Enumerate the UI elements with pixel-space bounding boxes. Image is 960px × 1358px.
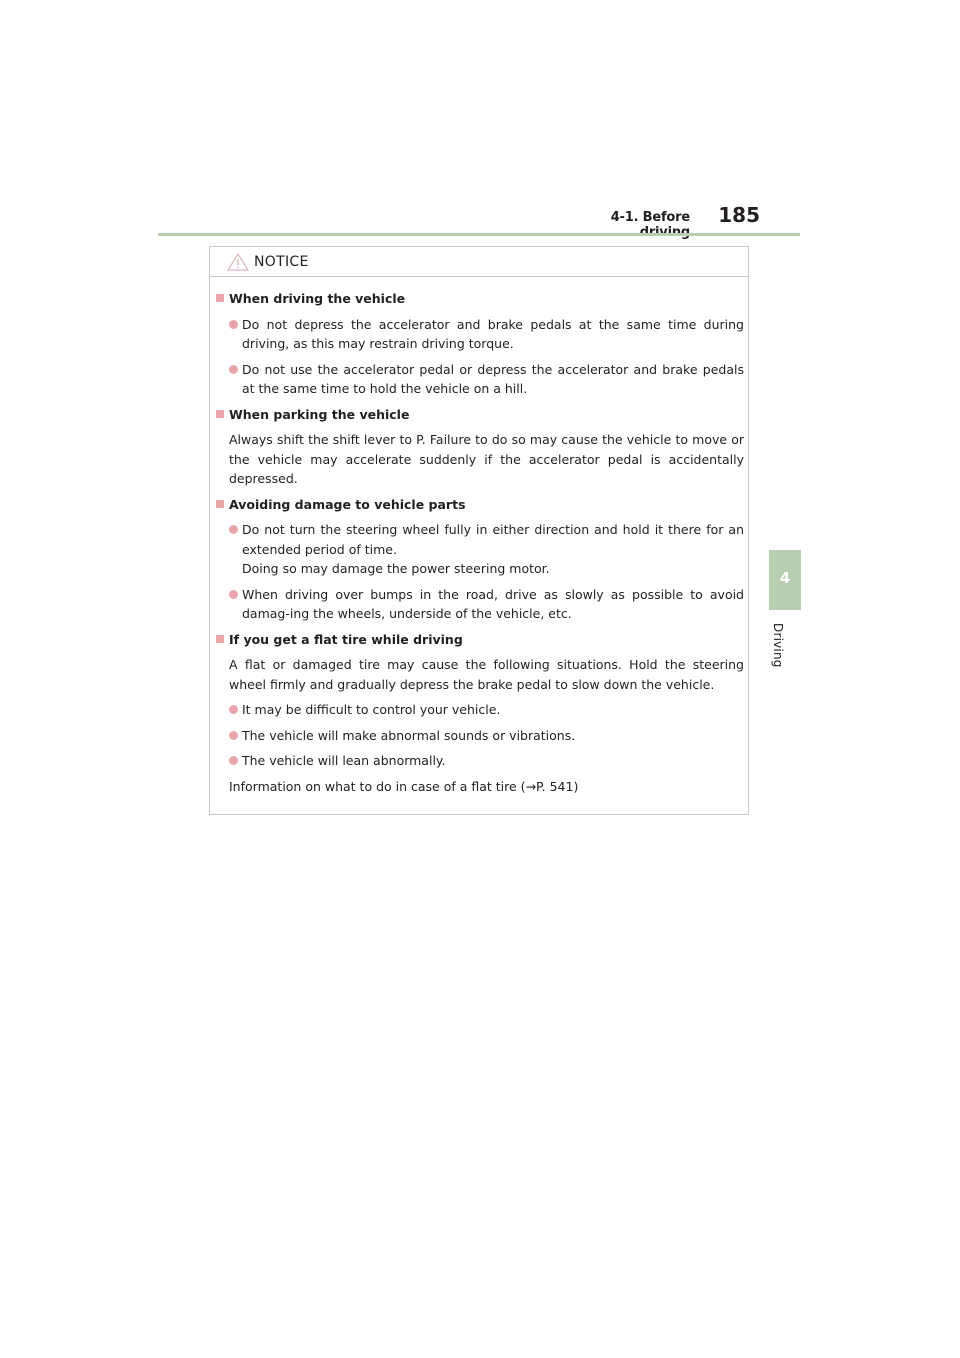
section-heading-text: When parking the vehicle <box>229 406 410 422</box>
round-bullet-icon <box>229 731 238 740</box>
section-title: 4-1. Before <box>610 210 690 225</box>
notice-title: NOTICE <box>254 254 309 270</box>
round-bullet-icon <box>229 525 238 534</box>
round-bullet-icon <box>229 705 238 714</box>
page-number: 185 <box>718 203 760 227</box>
section-heading <box>216 405 744 425</box>
chapter-number: 4 <box>779 569 791 587</box>
list-item <box>216 360 744 399</box>
list-item-text: The vehicle will make abnormal sounds or vibrations. <box>242 727 576 743</box>
section-heading <box>216 495 744 515</box>
section-heading-text: If you get a flat tire while driving <box>229 631 463 647</box>
list-item-text: Do not depress the accelerator and brake pedals at the same time during driving, as this may restrain driving torque. <box>242 316 744 351</box>
round-bullet-icon <box>229 365 238 374</box>
chapter-label-container <box>765 623 805 675</box>
list-item <box>216 520 744 579</box>
page-link[interactable]: P. 541) <box>536 778 579 794</box>
paragraph: Always shift the shift lever to P. Failure to do so may cause the vehicle to move or the vehicle may accelerate suddenly if the accelerator pedal is accidentally depressed. <box>229 432 744 486</box>
list-item-text: Do not use the accelerator pedal or depress the accelerator and brake pedals at the same time to hold the vehicle on a hill. <box>242 361 744 396</box>
round-bullet-icon <box>229 756 238 765</box>
list-item-text: The vehicle will lean abnormally. <box>242 753 446 768</box>
list-item-text: When driving over bumps in the road, drive as slowly as possible to avoid damag-ing the wheels, underside of the vehicle, etc. <box>242 586 744 621</box>
chapter-label: Driving <box>771 623 785 668</box>
header-divider <box>158 233 800 236</box>
arrow-right-icon: → <box>525 778 537 794</box>
list-item <box>216 700 744 720</box>
list-item <box>216 585 744 624</box>
list-item-continuation: Doing so may damage the power steering motor. <box>242 561 550 576</box>
square-bullet-icon <box>216 294 224 302</box>
chapter-tab <box>769 550 801 610</box>
notice-box <box>209 246 749 815</box>
list-item-text: Do not turn the steering wheel fully in either direction and hold it there for an extended period of time. <box>242 522 744 557</box>
page-reference <box>216 777 744 797</box>
round-bullet-icon <box>229 590 238 599</box>
warning-triangle-icon <box>227 253 249 271</box>
notice-header <box>210 247 748 277</box>
square-bullet-icon <box>216 500 224 508</box>
notice-body <box>216 289 744 802</box>
paragraph: A flat or damaged tire may cause the following situations. Hold the steering wheel firmly and gradually depress the brake pedal to slow down the vehicle. <box>229 657 744 692</box>
square-bullet-icon <box>216 410 224 418</box>
section-heading <box>216 289 744 309</box>
list-item <box>216 726 744 746</box>
list-item-text: It may be difficult to control your vehicle. <box>242 702 501 717</box>
section-heading-text: When driving the vehicle <box>229 291 406 306</box>
section-heading <box>216 630 744 650</box>
section-heading-text: Avoiding damage to vehicle parts <box>229 496 466 512</box>
reference-text: Information on what to do in case of a flat tire ( <box>229 778 526 794</box>
round-bullet-icon <box>229 320 238 329</box>
list-item <box>216 315 744 354</box>
square-bullet-icon <box>216 635 224 643</box>
list-item <box>216 751 744 771</box>
